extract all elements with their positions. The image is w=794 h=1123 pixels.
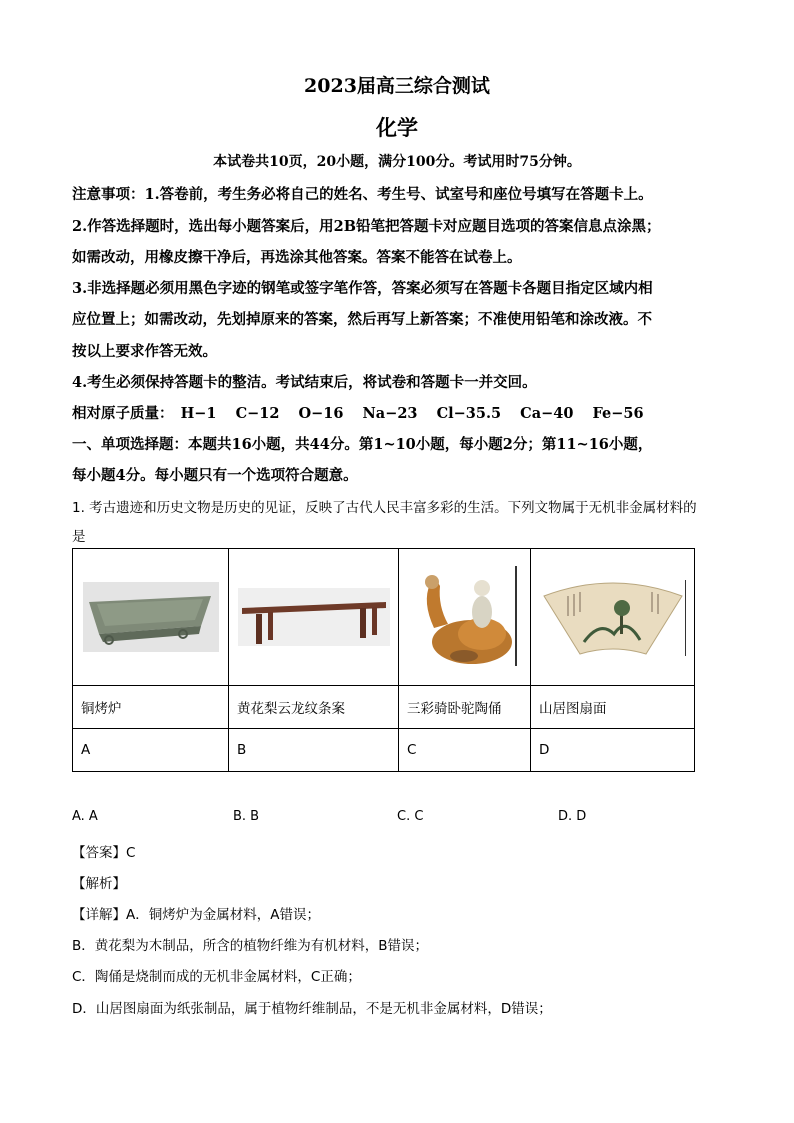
subject-title: 化学 — [376, 115, 418, 140]
artifact-letter: C — [399, 729, 531, 772]
analysis-line-a — [72, 903, 320, 923]
artifact-letter: A — [73, 729, 229, 772]
question-1-stem-end: 是 — [72, 529, 86, 545]
atomic-mass-item: Ca−40 — [520, 405, 574, 422]
atomic-mass-item: Fe−56 — [592, 405, 644, 422]
atomic-mass-item: H−1 — [180, 405, 217, 422]
answer-tag: 【答案】 — [72, 845, 126, 861]
artifact-image-row — [73, 549, 695, 686]
artifact-letter-row — [73, 729, 695, 772]
fan-painting-image — [540, 576, 686, 658]
analysis-tag: 【解析】 — [72, 876, 126, 892]
artifact-name: 山居图扇面 — [531, 686, 695, 729]
notes-line-5: 应位置上；如需改动，先划掉原来的答案，然后再写上新答案；不准使用铅笔和涂改液。不 — [72, 311, 652, 328]
artifact-name: 三彩骑卧驼陶俑 — [399, 686, 531, 729]
atomic-mass-item: Cl−35.5 — [436, 405, 502, 422]
atomic-mass-item: C−12 — [235, 405, 280, 422]
artifact-image-cell-d — [531, 549, 695, 686]
atomic-mass-item: Na−23 — [362, 405, 418, 422]
notes-line-4: 3.非选择题必须用黑色字迹的钢笔或签字笔作答，答案必须写在答题卡各题目指定区域内相 — [72, 280, 653, 297]
exam-info: 本试卷共10页，20小题，满分100分。考试用时75分钟。 — [213, 154, 581, 170]
notes-line-1: 注意事项：1.答卷前，考生务必将自己的姓名、考生号、试室号和座位号填写在答题卡上。 — [72, 186, 653, 203]
question-1-stem: 1. 考古遗迹和历史文物是历史的见证，反映了古代人民丰富多彩的生活。下列文物属于无机非金属材料的 — [72, 500, 697, 516]
atomic-masses — [72, 402, 658, 423]
artifact-letter: B — [229, 729, 399, 772]
choice-d: D. D — [558, 809, 587, 824]
analysis-line-b: B．黄花梨为木制品，所含的植物纤维为有机材料，B错误； — [72, 938, 429, 954]
artifact-image-cell-b — [229, 549, 399, 686]
detail-tag: 【详解】 — [72, 907, 126, 923]
choice-b: B. B — [233, 809, 260, 824]
atomic-mass-item: O−16 — [298, 405, 344, 422]
notes-line-7: 4.考生必须保持答题卡的整洁。考试结束后，将试卷和答题卡一并交回。 — [72, 374, 537, 391]
atomic-masses-label: 相对原子质量： — [72, 405, 174, 422]
artifact-name-row — [73, 686, 695, 729]
bronze-brazier-image — [83, 582, 219, 652]
notes-line-3: 如需改动，用橡皮擦干净后，再选涂其他答案。答案不能答在试卷上。 — [72, 249, 522, 266]
huanghuali-table-image — [238, 588, 390, 646]
artifact-name: 黄花梨云龙纹条案 — [229, 686, 399, 729]
artifact-image-cell-c — [399, 549, 531, 686]
section-heading-line-1: 一、单项选择题：本题共16小题，共44分。第1~10小题，每小题2分；第11~16小题， — [72, 436, 653, 453]
sancai-camel-figurine-image — [412, 562, 518, 672]
section-heading-line-2: 每小题4分。每小题只有一个选项符合题意。 — [72, 467, 358, 484]
choice-a: A. A — [72, 809, 98, 824]
choice-c: C. C — [397, 809, 424, 824]
answer-value: C — [126, 845, 136, 861]
artifact-table — [72, 548, 695, 772]
notes-line-2: 2.作答选择题时，选出每小题答案后，用2B铅笔把答题卡对应题目选项的答案信息点涂黑； — [72, 218, 661, 235]
artifact-name: 铜烤炉 — [73, 686, 229, 729]
artifact-letter: D — [531, 729, 695, 772]
answer-line — [72, 841, 135, 861]
artifact-image-cell-a — [73, 549, 229, 686]
analysis-line-d: D．山居图扇面为纸张制品，属于植物纤维制品，不是无机非金属材料，D错误； — [72, 1001, 552, 1017]
notes-line-6: 按以上要求作答无效。 — [72, 343, 217, 360]
analysis-text: A．铜烤炉为金属材料，A错误； — [126, 907, 320, 923]
analysis-line-c: C．陶俑是烧制而成的无机非金属材料，C正确； — [72, 969, 361, 985]
exam-title: 2023届高三综合测试 — [304, 75, 490, 97]
